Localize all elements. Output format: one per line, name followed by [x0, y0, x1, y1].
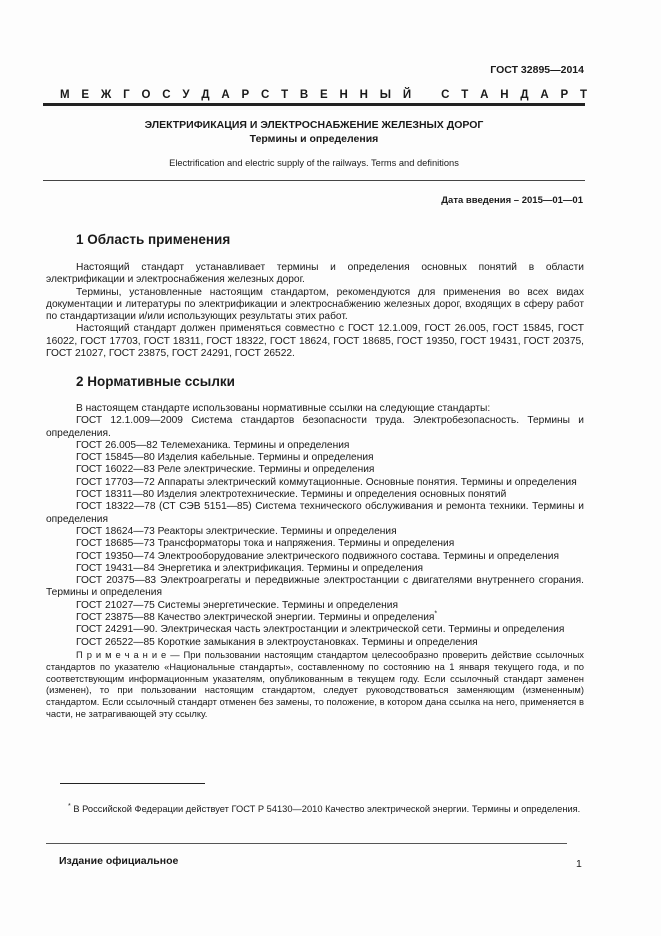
footnote-marker: *	[68, 803, 71, 810]
banner-letter: А	[540, 89, 549, 101]
footnote-text: В Российской Федерации действует ГОСТ Р 54130—2010 Качество электрической энергии. Термины и определения.	[73, 804, 581, 815]
banner-letter: Т	[461, 89, 469, 101]
ref-item: ГОСТ 18311—80 Изделия электротехнические. Термины и определения основных понятий	[76, 489, 507, 501]
banner-letter: А	[221, 89, 230, 101]
ref-item: ГОСТ 26.005—82 Телемеханика. Термины и определения	[76, 439, 350, 451]
banner-letter: М	[60, 89, 70, 101]
banner-letter: Н	[359, 89, 368, 101]
banner-letter: В	[299, 89, 309, 101]
banner-letter: Е	[81, 89, 90, 101]
banner-letter: Н	[500, 89, 509, 101]
footnote-marker: *	[434, 610, 438, 618]
refs-intro: В настоящем стандарте использованы нормативные ссылки на следующие стандарты:	[76, 403, 491, 414]
note	[46, 649, 584, 720]
banner-letter: У	[182, 89, 190, 101]
banner-letter: С	[260, 89, 270, 101]
banner-letter: О	[141, 89, 151, 101]
ref-item: ГОСТ 12.1.009—2009 Система стандартов безопасности труда. Электробезопасность. Термины и определения.	[46, 415, 584, 439]
banner-letter: Ж	[100, 89, 112, 101]
ref-item: ГОСТ 18685—73 Трансформаторы тока и напряжения. Термины и определения	[76, 538, 455, 550]
banner-gap	[423, 89, 429, 101]
section-2-body	[46, 403, 584, 720]
note-text: — При пользовании настоящим стандартом целесообразно проверить действие ссылочных стандартов по указателю «Национальные стандарты», составленному по состоянию на 1 января текущего года, и по соответствующим информационным указателям, опубликованным в текущем году. Если ссылочный стандарт заменен (изменен), то при пользовании настоящим стандартом, следует руководствоваться заменяющим (измененным) стандартом. Если ссылочный стандарт отменен без замены, то положение, в котором дана ссылка на него, применяется в части, не затрагивающей эту ссылку.	[46, 648, 584, 719]
ref-item: ГОСТ 18624—73 Реакторы электрические. Термины и определения	[76, 525, 397, 537]
header-rule	[43, 103, 585, 106]
title-rule	[43, 180, 585, 181]
section-1-heading: 1 Область применения	[76, 232, 231, 247]
banner-letter: Г	[123, 89, 130, 101]
banner-letter: С	[162, 89, 171, 101]
ref-item-footnoted	[46, 612, 584, 624]
paragraph: Настоящий стандарт устанавливает термины и определения основных понятий в области электрификации и электроснабжения железных дорог.	[46, 262, 584, 286]
banner-letter: Д	[520, 89, 529, 101]
ref-item: ГОСТ 19350—74 Электрооборудование электрического подвижного состава. Термины и определения	[76, 550, 560, 562]
banner-letter: Й	[402, 89, 412, 101]
banner-letter: Д	[201, 89, 210, 101]
section-2-heading: 2 Нормативные ссылки	[76, 374, 235, 389]
banner-letter: Т	[579, 89, 587, 101]
ref-item: ГОСТ 21027—75 Системы энергетические. Термины и определения	[76, 599, 398, 611]
footnote	[46, 798, 584, 818]
banner-letter: А	[480, 89, 489, 101]
title-en: Electrification and electric supply of the railways. Terms and definitions	[169, 158, 459, 168]
ref-item: ГОСТ 17703—72 Аппараты электрический коммутационные. Основные понятия. Термины и определения	[76, 476, 577, 488]
banner-letter: Е	[320, 89, 328, 101]
ref-item: ГОСТ 16022—83 Реле электрические. Термины и определения	[76, 464, 375, 476]
banner-letter: Ы	[379, 89, 392, 101]
paragraph: Термины, установленные настоящим стандартом, рекомендуются для применения во всех видах документации и литературы по электрификации и электроснабжению железных дорог, входящих в сферу работ по стандартизации и/или использующих результаты этих работ.	[46, 286, 584, 323]
title-ru: ЭЛЕКТРИФИКАЦИЯ И ЭЛЕКТРОСНАБЖЕНИЕ ЖЕЛЕЗНЫХ ДОРОГ	[144, 119, 484, 131]
page-number: 1	[576, 858, 582, 870]
ref-item: ГОСТ 26522—85 Короткие замыкания в электроустановках. Термины и определения	[76, 636, 478, 648]
subtitle-ru: Термины и определения	[249, 133, 379, 145]
footnote-rule	[60, 783, 205, 784]
banner-letter: С	[441, 89, 450, 101]
banner-letter: Р	[560, 89, 569, 101]
ref-item-text: ГОСТ 23875—88 Качество электрической энергии. Термины и определения	[76, 612, 435, 624]
ref-item: ГОСТ 24291—90. Электрическая часть электростанции и электрической сети. Термины и определения	[76, 624, 565, 636]
document-id: ГОСТ 32895—2014	[490, 64, 584, 76]
standard-banner	[60, 89, 587, 101]
banner-letter: Т	[281, 89, 289, 101]
edition-label: Издание официальное	[59, 855, 179, 867]
note-label: П р и м е ч а н и е	[76, 648, 167, 660]
banner-letter: Р	[241, 89, 250, 101]
ref-item: ГОСТ 19431—84 Энергетика и электрификация. Термины и определения	[76, 562, 424, 574]
paragraph: Настоящий стандарт должен применяться совместно с ГОСТ 12.1.009, ГОСТ 26.005, ГОСТ 15845, ГОСТ 16022, ГОСТ 17703, ГОСТ 18311, ГОСТ 18322, ГОСТ 18624, ГОСТ 18685, ГОСТ 19350, ГОСТ 19431, ГОСТ 20375, ГОСТ 21027, ГОСТ 23875, ГОСТ 24291, ГОСТ 26522.	[46, 323, 584, 360]
ref-item: ГОСТ 15845—80 Изделия кабельные. Термины и определения	[76, 452, 374, 464]
section-1-body	[46, 262, 584, 360]
footer-rule	[46, 843, 567, 844]
banner-letter: Н	[339, 89, 348, 101]
effective-date: Дата введения – 2015—01—01	[441, 195, 583, 206]
ref-item: ГОСТ 18322—78 (СТ СЭВ 5151—85) Система технического обслуживания и ремонта техники. Термины и определения	[46, 501, 584, 525]
ref-item: ГОСТ 20375—83 Электроагрегаты и передвижные электростанции с двигателями внутреннего сгорания. Термины и определения	[46, 575, 584, 599]
